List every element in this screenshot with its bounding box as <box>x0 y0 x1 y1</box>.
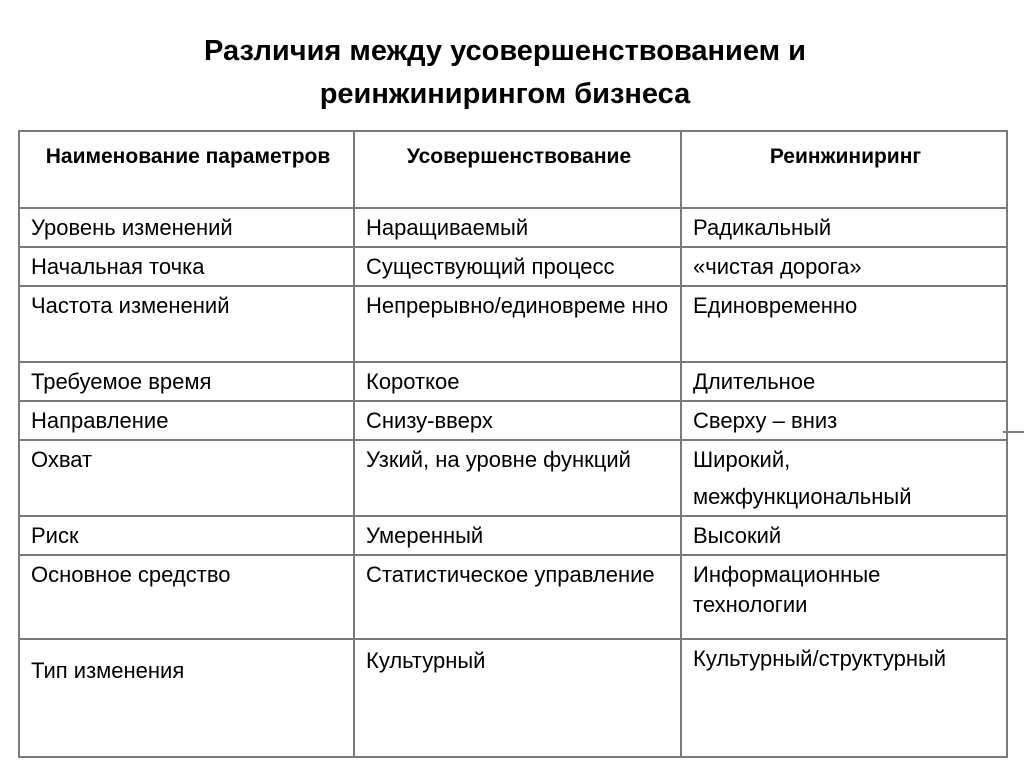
reengineering-cell: Единовременно <box>681 286 1007 362</box>
header-row <box>19 131 1007 208</box>
reengineering-cell: Широкий, межфункциональный <box>681 440 1007 516</box>
table-row <box>19 440 1007 516</box>
improvement-cell: Статистическое управление <box>354 555 681 639</box>
title-line-1: Различия между усовершенствованием и <box>204 35 806 67</box>
reengineering-cell: Длительное <box>681 362 1007 401</box>
divider-line <box>1003 431 1024 433</box>
header-parameter: Наименование параметров <box>19 131 354 208</box>
improvement-cell: Непрерывно/единовреме нно <box>354 286 681 362</box>
improvement-cell: Узкий, на уровне функций <box>354 440 681 516</box>
parameter-cell: Уровень изменений <box>19 208 354 247</box>
table-row <box>19 516 1007 555</box>
reengineering-cell: Радикальный <box>681 208 1007 247</box>
table-row <box>19 247 1007 286</box>
table-row <box>19 639 1007 757</box>
parameter-cell: Основное средство <box>19 555 354 639</box>
reengineering-cell: Сверху – вниз <box>681 401 1007 440</box>
header-improvement: Усовершенствование <box>354 131 681 208</box>
title-line-2: реинжинирингом бизнеса <box>319 78 691 110</box>
parameter-cell: Тип изменения <box>19 639 354 757</box>
improvement-cell: Культурный <box>354 639 681 757</box>
parameter-cell: Направление <box>19 401 354 440</box>
table-row <box>19 401 1007 440</box>
reengineering-cell: Культурный/структурный <box>681 639 1007 757</box>
reengineering-cell: Информационные технологии <box>681 555 1007 639</box>
improvement-cell: Умеренный <box>354 516 681 555</box>
table-row <box>19 208 1007 247</box>
table-row <box>19 362 1007 401</box>
parameter-cell: Требуемое время <box>19 362 354 401</box>
parameter-cell: Частота изменений <box>19 286 354 362</box>
parameter-cell: Риск <box>19 516 354 555</box>
improvement-cell: Существующий процесс <box>354 247 681 286</box>
comparison-table <box>18 130 1008 758</box>
parameter-cell: Охват <box>19 440 354 516</box>
table-row <box>19 555 1007 639</box>
improvement-cell: Снизу-вверх <box>354 401 681 440</box>
reengineering-cell: Высокий <box>681 516 1007 555</box>
page-title <box>0 30 1010 116</box>
improvement-cell: Наращиваемый <box>354 208 681 247</box>
parameter-cell: Начальная точка <box>19 247 354 286</box>
improvement-cell: Короткое <box>354 362 681 401</box>
table-row <box>19 286 1007 362</box>
header-reengineering: Реинжиниринг <box>681 131 1007 208</box>
reengineering-cell: «чистая дорога» <box>681 247 1007 286</box>
